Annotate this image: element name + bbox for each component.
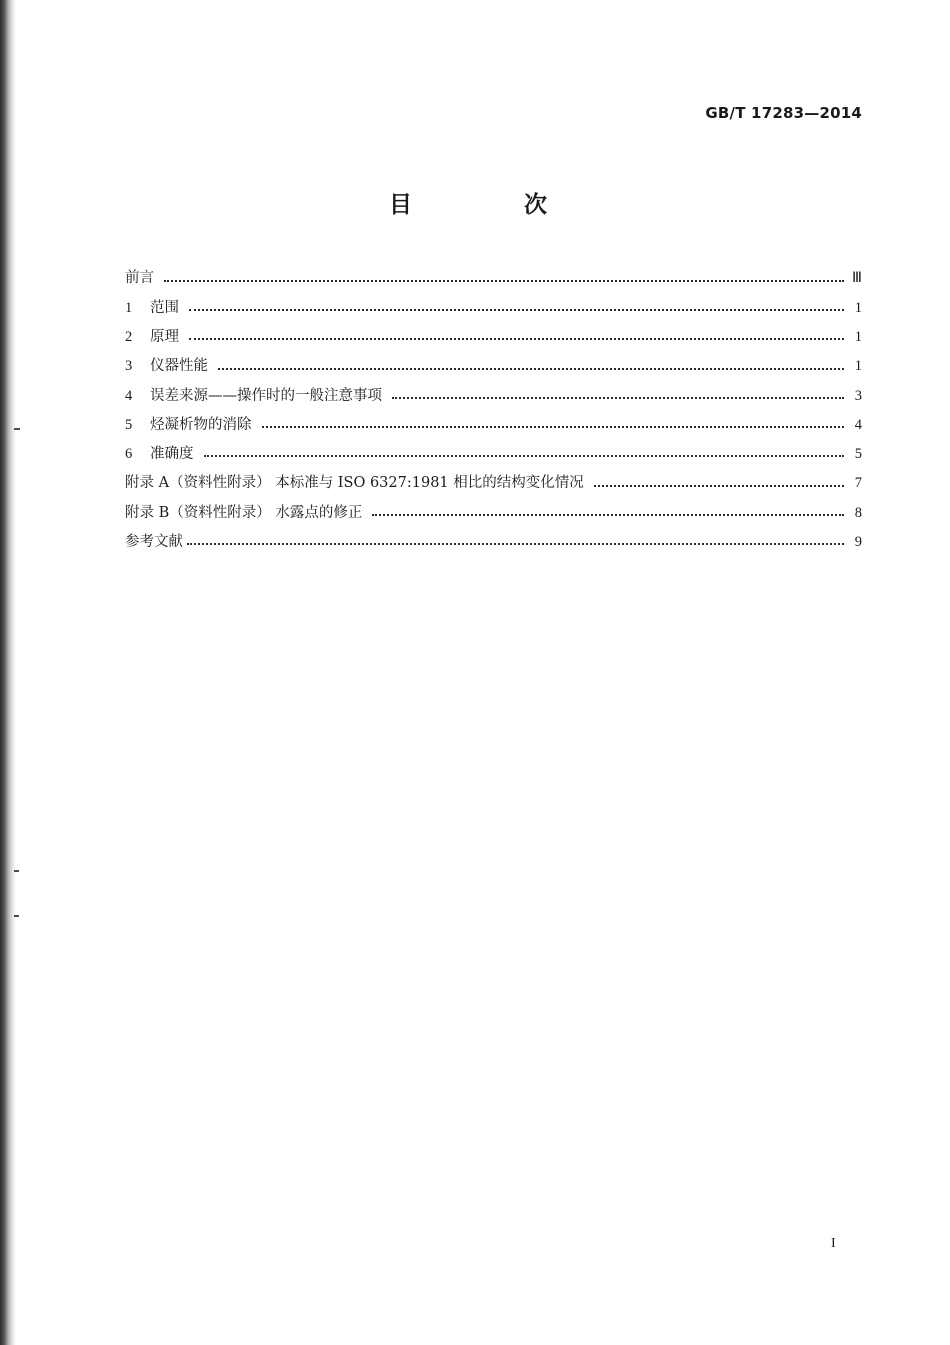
toc-entry-page: 9	[854, 534, 862, 551]
toc-entry-references[interactable]	[125, 528, 862, 557]
toc-entry-page: 1	[854, 358, 862, 375]
toc-leader-dots	[189, 328, 844, 340]
toc-entry-number: 6	[125, 446, 133, 463]
toc-entry-page: 4	[854, 416, 862, 433]
toc-leader-dots	[164, 270, 844, 282]
toc-entry-label: 前言	[125, 270, 154, 287]
toc-entry-number: 2	[125, 328, 133, 345]
toc-entry-label: 仪器性能	[150, 358, 208, 375]
toc-entry-2[interactable]	[125, 323, 862, 352]
toc-entry-label: 附录 B（资料性附录） 水露点的修正	[125, 504, 363, 521]
toc-entry-label: 原理	[150, 328, 179, 345]
toc-entry-page: 7	[854, 475, 862, 492]
toc-entry-label: 范围	[150, 299, 179, 316]
toc-entry-page: 1	[854, 328, 862, 345]
toc-entry-1[interactable]	[125, 293, 862, 322]
toc-leader-dots	[594, 475, 844, 487]
scan-mark	[14, 915, 19, 917]
toc-entry-4[interactable]	[125, 381, 862, 410]
toc-entry-page: Ⅲ	[852, 270, 862, 287]
toc-entry-page: 5	[854, 446, 862, 463]
toc-leader-dots	[204, 445, 845, 457]
toc-entry-6[interactable]	[125, 440, 862, 469]
toc-entry-page: 1	[854, 299, 862, 316]
toc-leader-dots	[392, 387, 844, 399]
scan-mark	[14, 870, 19, 872]
toc-leader-dots	[189, 299, 844, 311]
page-number: I	[831, 1236, 836, 1251]
toc-entry-label: 附录 A（资料性附录） 本标准与 ISO 6327:1981 相比的结构变化情况	[125, 475, 584, 492]
toc-entry-number: 4	[125, 387, 133, 404]
toc-entry-page: 3	[854, 387, 862, 404]
toc-leader-dots	[262, 416, 845, 428]
page-title: 目 次	[388, 192, 599, 218]
toc-entry-label: 参考文献	[125, 534, 183, 551]
toc-entry-5[interactable]	[125, 410, 862, 439]
standard-code: GB/T 17283—2014	[705, 104, 862, 122]
table-of-contents	[125, 264, 862, 557]
toc-entry-page: 8	[854, 504, 862, 521]
toc-entry-3[interactable]	[125, 352, 862, 381]
toc-entry-number: 1	[125, 299, 133, 316]
toc-entry-appendix-a[interactable]	[125, 469, 862, 498]
toc-entry-number: 3	[125, 358, 133, 375]
toc-leader-dots	[372, 504, 844, 516]
toc-entry-label: 准确度	[150, 446, 194, 463]
toc-entry-number: 5	[125, 416, 133, 433]
toc-leader-dots	[218, 358, 844, 370]
scan-mark	[14, 428, 20, 430]
toc-entry-preface[interactable]	[125, 264, 862, 293]
toc-entry-label: 烃凝析物的消除	[150, 416, 252, 433]
toc-leader-dots	[187, 533, 844, 545]
toc-entry-label: 误差来源——操作时的一般注意事项	[150, 387, 382, 404]
toc-entry-appendix-b[interactable]	[125, 498, 862, 527]
